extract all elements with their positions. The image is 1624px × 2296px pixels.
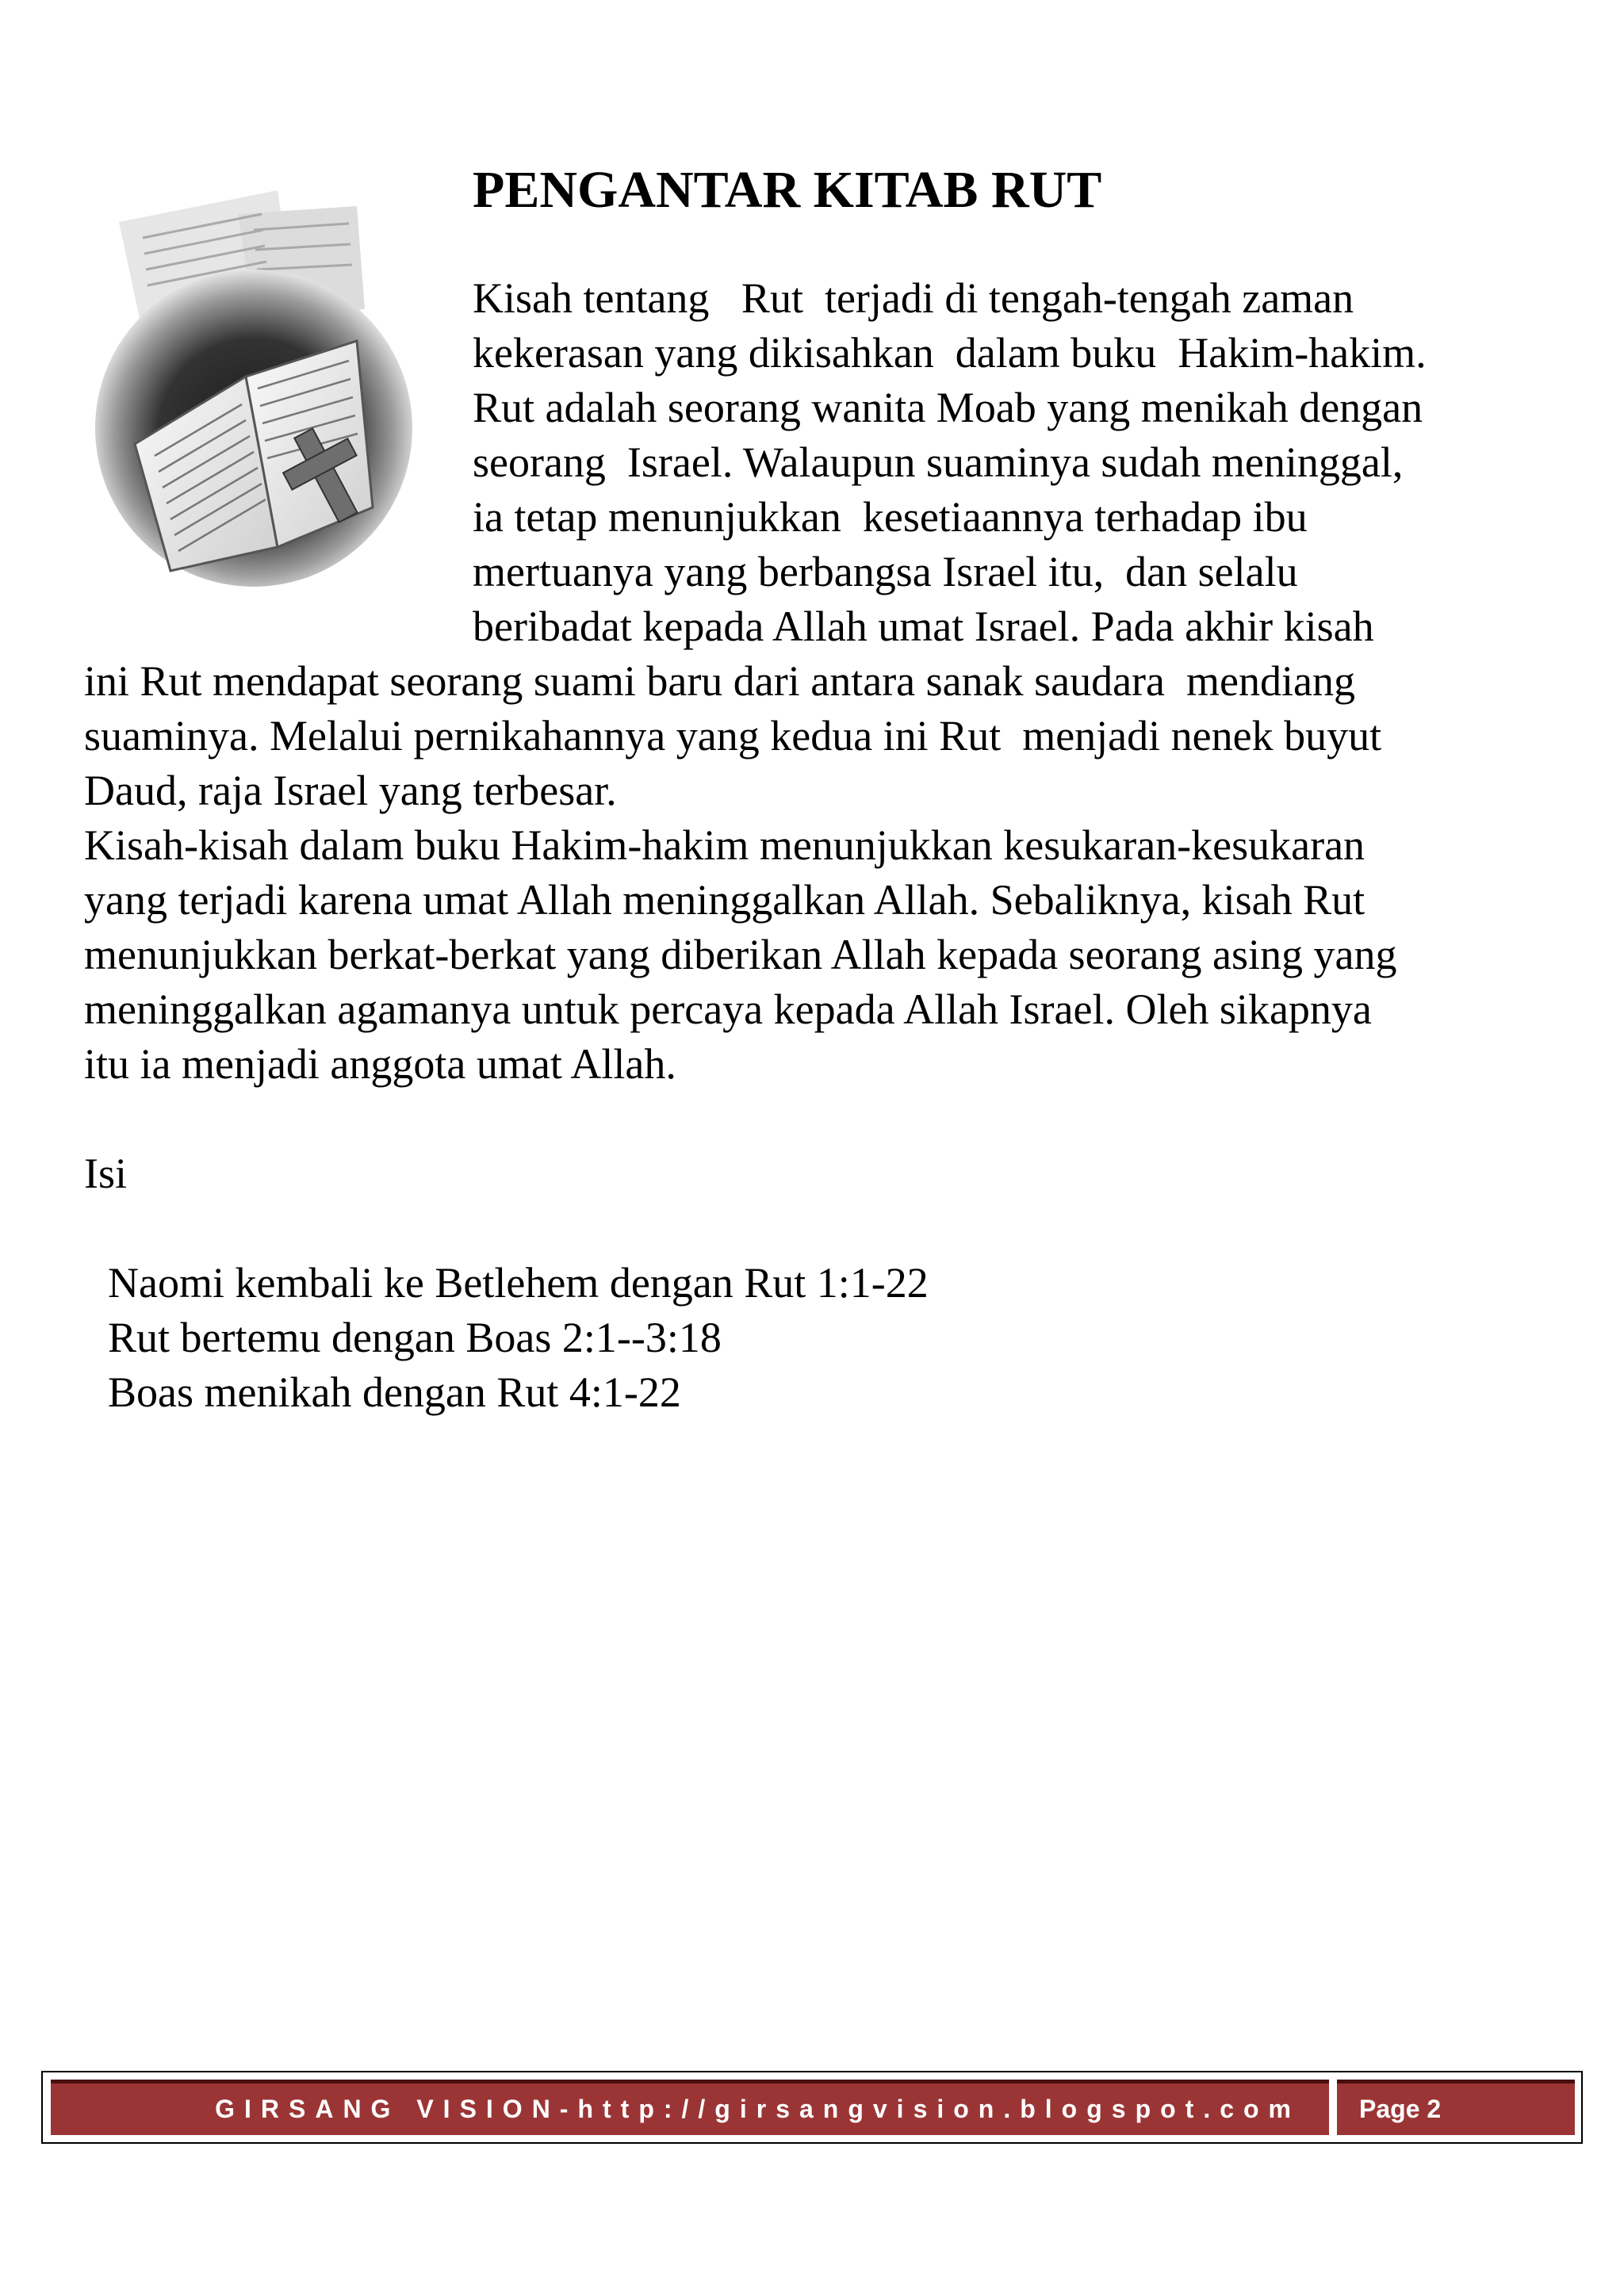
body-line: itu ia menjadi anggota umat Allah.	[84, 1040, 676, 1088]
intro-line: mertuanya yang berbangsa Israel itu, dan selalu	[473, 548, 1298, 595]
intro-line: kekerasan yang dikisahkan dalam buku Hakim-hakim.	[473, 329, 1427, 377]
footer-site-text: GIRSANG VISION-http://girsangvision.blogspot.com	[51, 2080, 1329, 2135]
intro-line: seorang Israel. Walaupun suaminya sudah meninggal,	[473, 438, 1404, 486]
contents-item: Boas menikah dengan Rut 4:1-22	[108, 1368, 681, 1416]
body-line: menunjukkan berkat-berkat yang diberikan Allah kepada seorang asing yang	[84, 931, 1397, 978]
intro-line: Kisah tentang Rut terjadi di tengah-tengah zaman	[473, 274, 1354, 322]
contents-item: Naomi kembali ke Betlehem dengan Rut 1:1-22	[108, 1259, 929, 1307]
body-line: yang terjadi karena umat Allah meninggalkan Allah. Sebaliknya, kisah Rut	[84, 876, 1365, 924]
blank-line	[84, 1092, 1575, 1146]
intro-line: Rut adalah seorang wanita Moab yang menikah dengan	[473, 384, 1423, 431]
body-line: ini Rut mendapat seorang suami baru dari antara sanak saudara mendiang	[84, 657, 1355, 705]
body-line: meninggalkan agamanya untuk percaya kepada Allah Israel. Oleh sikapnya	[84, 985, 1372, 1033]
page-title: PENGANTAR KITAB RUT	[473, 161, 1102, 219]
body-line: Kisah-kisah dalam buku Hakim-hakim menunjukkan kesukaran-kesukaran	[84, 821, 1365, 869]
footer-page-number: Page 2	[1337, 2080, 1575, 2135]
intro-line: ia tetap menunjukkan kesetiaannya terhadap ibu	[473, 493, 1308, 541]
intro-line: beribadat kepada Allah umat Israel. Pada akhir kisah	[473, 603, 1374, 650]
contents-item: Rut bertemu dengan Boas 2:1--3:18	[108, 1314, 722, 1361]
page-footer	[41, 2071, 1583, 2144]
contents-heading: Isi	[84, 1150, 127, 1197]
blank-line	[84, 1201, 1575, 1256]
body-line: suaminya. Melalui pernikahannya yang kedua ini Rut menjadi nenek buyut	[84, 712, 1382, 760]
body-line: Daud, raja Israel yang terbesar.	[84, 767, 617, 814]
intro-text	[84, 271, 1575, 1420]
